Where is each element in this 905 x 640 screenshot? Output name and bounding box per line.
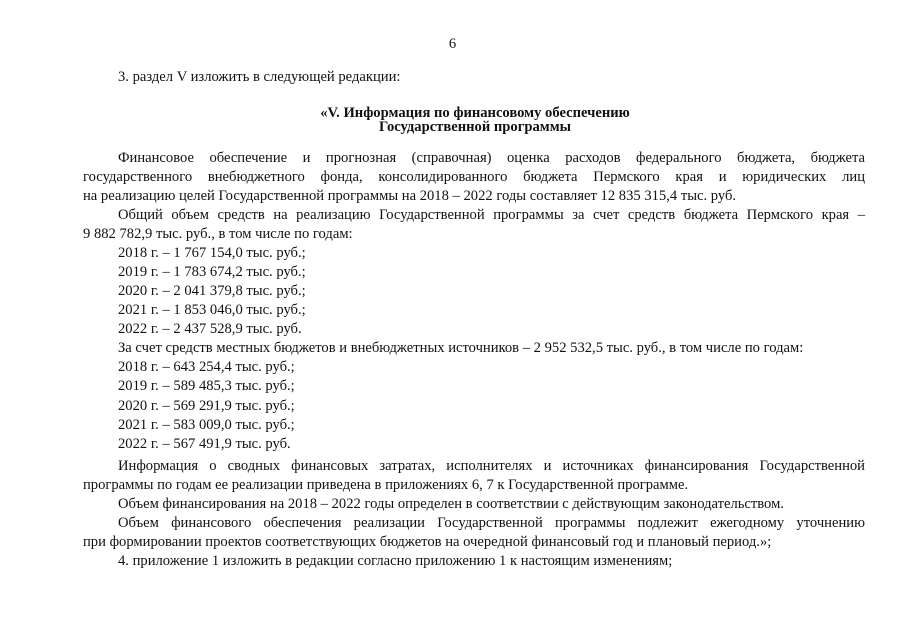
paragraph-2-line-1: Общий объем средств на реализацию Государственной программы за счет средств бюджета Пермского края –: [118, 207, 865, 223]
local-year-2021: 2021 г. – 583 009,0 тыс. руб.;: [118, 417, 295, 433]
local-year-2019: 2019 г. – 589 485,3 тыс. руб.;: [118, 378, 295, 394]
paragraph-1-line-3: на реализацию целей Государственной программы на 2018 – 2022 годы составляет 12 835 315,4 тыс. руб.: [83, 188, 737, 204]
regional-year-2018: 2018 г. – 1 767 154,0 тыс. руб.;: [118, 245, 306, 261]
paragraph-4-line-2: программы по годам ее реализации приведена в приложениях 6, 7 к Государственной программе.: [83, 477, 689, 493]
paragraph-2-line-2: 9 882 782,9 тыс. руб., в том числе по годам:: [83, 226, 353, 242]
regional-year-2019: 2019 г. – 1 783 674,2 тыс. руб.;: [118, 264, 306, 280]
paragraph-6-line-2: при формировании проектов соответствующих бюджетов на очередной финансовый год и плановый период.»;: [83, 534, 772, 550]
paragraph-5: Объем финансирования на 2018 – 2022 годы определен в соответствии с действующим законодательством.: [118, 496, 784, 512]
section-heading-line-2: Государственной программы: [378, 119, 572, 135]
paragraph-4-line-1: Информация о сводных финансовых затратах, исполнителях и источниках финансирования Государственной: [118, 458, 865, 474]
regional-year-2021: 2021 г. – 1 853 046,0 тыс. руб.;: [118, 302, 306, 318]
local-year-2020: 2020 г. – 569 291,9 тыс. руб.;: [118, 398, 295, 414]
section-heading-line-1: «V. Информация по финансовому обеспечению: [320, 105, 630, 121]
paragraph-1-line-1: Финансовое обеспечение и прогнозная (справочная) оценка расходов федерального бюджета, бюджета: [118, 150, 865, 166]
regional-year-2020: 2020 г. – 2 041 379,8 тыс. руб.;: [118, 283, 306, 299]
closing-line: 4. приложение 1 изложить в редакции согласно приложению 1 к настоящим изменениям;: [118, 553, 673, 569]
local-year-2022: 2022 г. – 567 491,9 тыс. руб.: [118, 436, 291, 452]
regional-year-2022: 2022 г. – 2 437 528,9 тыс. руб.: [118, 321, 302, 337]
paragraph-6-line-1: Объем финансового обеспечения реализации Государственной программы подлежит ежегодному уточнению: [118, 515, 865, 531]
page-number: 6: [448, 36, 457, 52]
local-year-2018: 2018 г. – 643 254,4 тыс. руб.;: [118, 359, 295, 375]
paragraph-3: За счет средств местных бюджетов и внебюджетных источников – 2 952 532,5 тыс. руб., в том числе по годам:: [118, 340, 804, 356]
paragraph-1-line-2: государственного внебюджетного фонда, консолидированного бюджета Пермского края и юридических лиц: [83, 169, 865, 185]
intro-line: 3. раздел V изложить в следующей редакции:: [118, 69, 401, 85]
